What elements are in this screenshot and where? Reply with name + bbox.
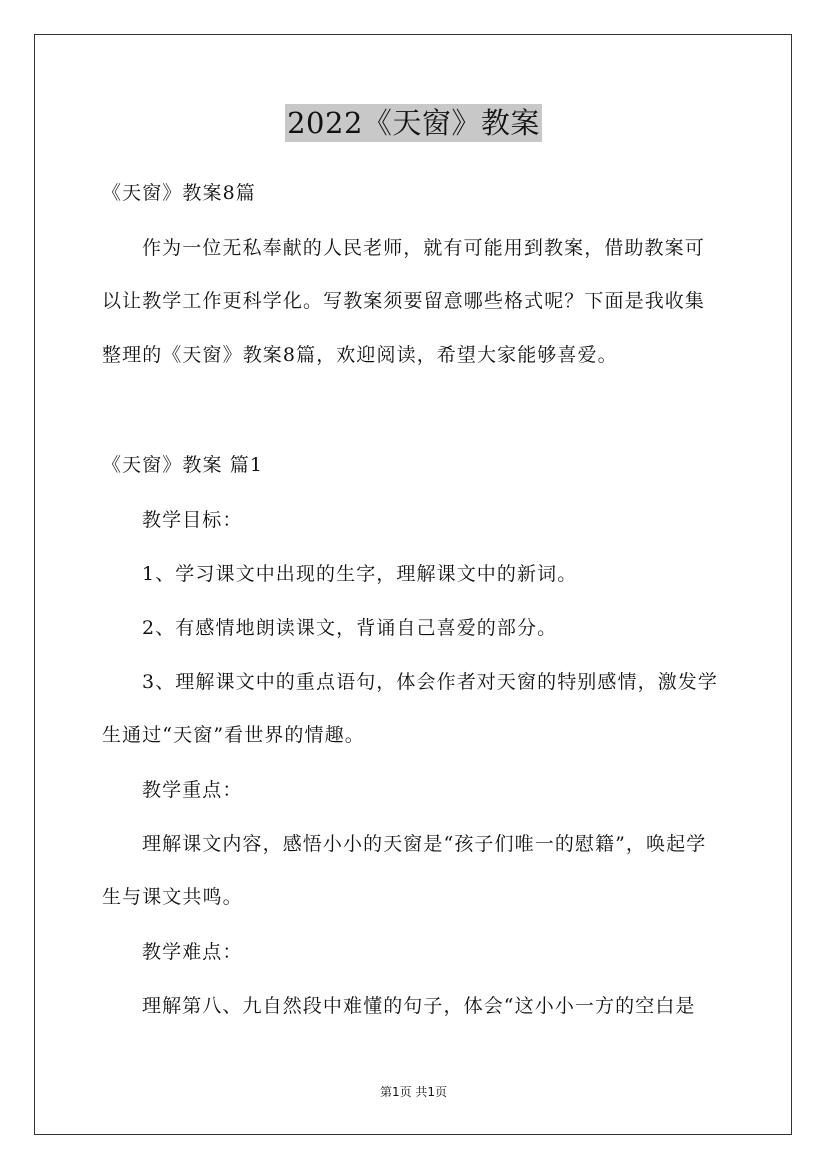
objective-item-2: 2、有感情地朗读课文，背诵自己喜爱的部分。 bbox=[142, 617, 558, 639]
difficulty-heading: 教学难点： bbox=[142, 941, 243, 963]
subtitle: 《天窗》教案8篇 bbox=[102, 182, 256, 204]
title-container bbox=[0, 104, 827, 142]
intro-line-2: 以让教学工作更科学化。写教案须要留意哪些格式呢？下面是我收集 bbox=[102, 290, 706, 312]
objective-item-1: 1、学习课文中出现的生字，理解课文中的新词。 bbox=[142, 563, 578, 585]
focus-line-2: 生与课文共鸣。 bbox=[102, 886, 243, 908]
page-footer: 第1页 共1页 bbox=[379, 1085, 448, 1099]
focus-line-1: 理解课文内容，感悟小小的天窗是“孩子们唯一的慰籍”，唤起学 bbox=[142, 833, 707, 855]
objective-item-3: 3、理解课文中的重点语句，体会作者对天窗的特别感情，激发学 bbox=[142, 671, 718, 693]
objectives-heading: 教学目标： bbox=[142, 509, 243, 531]
section-heading: 《天窗》教案 篇1 bbox=[102, 454, 264, 476]
document-title: 2022《天窗》教案 bbox=[287, 106, 540, 140]
focus-heading: 教学重点： bbox=[142, 779, 243, 801]
intro-line-1: 作为一位无私奉献的人民老师，就有可能用到教案，借助教案可 bbox=[142, 237, 705, 259]
objective-item-3-continued: 生通过“天窗”看世界的情趣。 bbox=[102, 724, 365, 746]
intro-line-3: 整理的《天窗》教案8篇，欢迎阅读，希望大家能够喜爱。 bbox=[102, 344, 618, 366]
difficulty-line-1: 理解第八、九自然段中难懂的句子，体会“这小小一方的空白是 bbox=[142, 995, 696, 1017]
